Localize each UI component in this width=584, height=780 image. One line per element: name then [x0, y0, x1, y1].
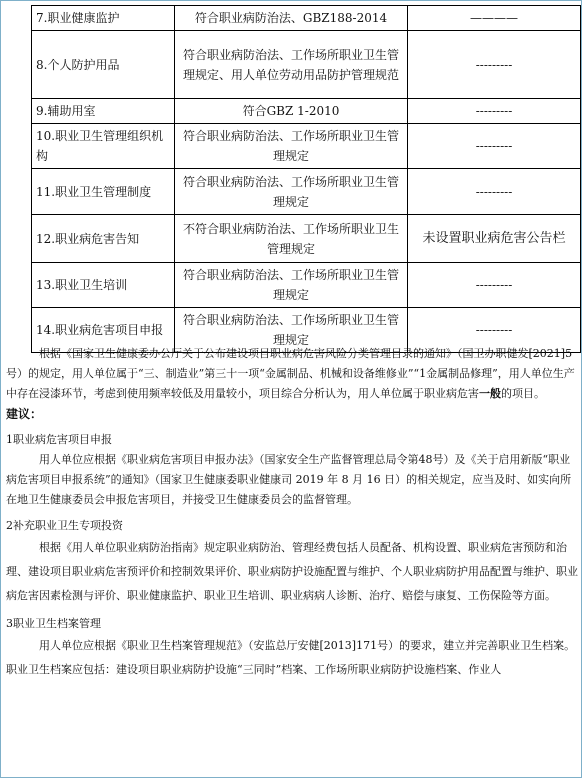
table-row — [32, 99, 581, 124]
section-body: 用人单位应根据《职业卫生档案管理规范》（安监总厅安健[2013]171号）的要求，建立并完善职业卫生档案。职业卫生档案应包括：建设项目职业病防护设施“三同时”档案、工作场所职业病防护设施档案、作业人 — [6, 639, 576, 676]
item-cell: 7.职业健康监护 — [32, 6, 175, 31]
table-row — [32, 31, 581, 99]
table-row — [32, 263, 581, 308]
item-cell: 10.职业卫生管理组织机构 — [32, 124, 175, 169]
table-row — [32, 124, 581, 169]
issue-cell: --------- — [408, 31, 581, 99]
item-cell: 11.职业卫生管理制度 — [32, 169, 175, 215]
risk-level: 一般 — [479, 387, 501, 400]
issue-cell: --------- — [408, 99, 581, 124]
conclusion-paragraph: 根据《国家卫生健康委办公厅关于公布建设项目职业病危害风险分类管理目录的通知》（国卫办职健发[2021]5号）的规定，用人单位属于“三、制造业”第三十一项“金属制品、机械和设备维修业”“1金属制品修理”，用人单位生产中存在浸漆环节，考虑到使用频率较低及用量较小，项目综合分析认为，用人单位属于职业病危害一般的项目。 — [6, 347, 575, 400]
item-cell: 12.职业病危害告知 — [32, 215, 175, 263]
basis-cell: 符合GBZ 1-2010 — [175, 99, 408, 124]
issue-text: 未设置职业病危害公告栏 — [422, 231, 566, 246]
section-body: 用人单位应根据《职业病危害项目申报办法》（国家安全生产监督管理总局令第48号）及《关于启用新版“职业病危害项目申报系统”的通知》（国家卫生健康委职业健康司 2019 年 8 月 16 日）的相关规定，应当及时、如实向所在地卫生健康委员会申报危害项目，并接受卫生健康委员会的监督管理。 — [6, 453, 572, 506]
table-row — [32, 6, 581, 31]
item-cell: 8.个人防护用品 — [32, 31, 175, 99]
issue-cell: ———— — [408, 6, 581, 31]
section-title: 1职业病危害项目申报 — [6, 433, 112, 446]
section-title: 2补充职业卫生专项投资 — [6, 519, 123, 532]
basis-cell: 符合职业病防治法、GBZ188-2014 — [175, 6, 408, 31]
basis-cell: 符合职业病防治法、工作场所职业卫生管理规定 — [175, 308, 408, 353]
basis-cell: 符合职业病防治法、工作场所职业卫生管理规定 — [175, 169, 408, 215]
item-cell: 13.职业卫生培训 — [32, 263, 175, 308]
item-cell: 9.辅助用室 — [32, 99, 175, 124]
section-body: 根据《用人单位职业病防治指南》规定职业病防治、管理经费包括人员配备、机构设置、职业病危害预防和治理、建设项目职业病危害预评价和控制效果评价、职业病防护设施配置与维护、个人职业病防护用品配置与维护、职业病危害因素检测与评价、职业健康监护、职业卫生培训、职业病病人诊断、治疗、赔偿与康复、工伤保险等方面。 — [6, 541, 578, 602]
issue-cell: --------- — [408, 308, 581, 353]
suggestion-heading: 建议： — [6, 407, 43, 421]
evaluation-table — [31, 5, 581, 353]
issue-cell: --------- — [408, 124, 581, 169]
item-cell: 14.职业病危害项目申报 — [32, 308, 175, 353]
table-row — [32, 215, 581, 263]
basis-cell: 符合职业病防治法、工作场所职业卫生管理规定 — [175, 124, 408, 169]
body-text — [6, 344, 578, 682]
basis-cell: 符合职业病防治法、工作场所职业卫生管理规定 — [175, 263, 408, 308]
basis-cell: 符合职业病防治法、工作场所职业卫生管理规定、用人单位劳动用品防护管理规范 — [175, 31, 408, 99]
issue-cell: --------- — [408, 169, 581, 215]
table-row — [32, 169, 581, 215]
basis-cell: 不符合职业病防治法、工作场所职业卫生管理规定 — [175, 215, 408, 263]
issue-cell: --------- — [408, 263, 581, 308]
section-title: 3职业卫生档案管理 — [6, 617, 101, 630]
issue-cell — [408, 215, 581, 263]
